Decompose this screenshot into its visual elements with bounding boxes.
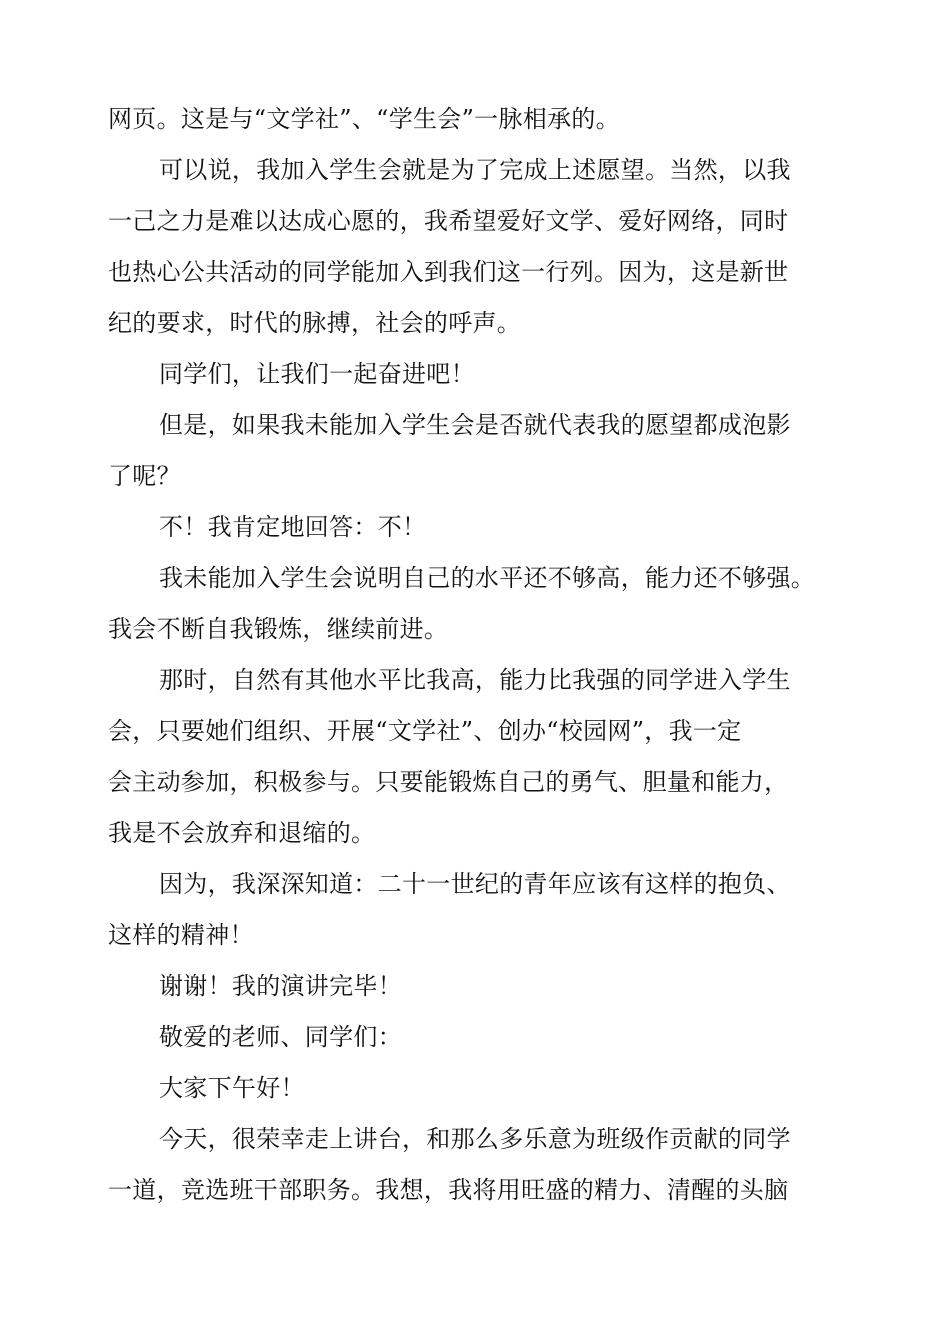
text-line: 谢谢！我的演讲完毕！ <box>159 972 402 1000</box>
text-line: 了呢？ <box>108 462 181 490</box>
text-line: 会，只要她们组织、开展“文学社”、创办“校园网”，我一定 <box>108 717 742 745</box>
text-line: 一己之力是难以达成心愿的，我希望爱好文学、爱好网络，同时 <box>108 207 789 235</box>
text-line: 但是，如果我未能加入学生会是否就代表我的愿望都成泡影 <box>159 411 791 439</box>
text-line: 网页。这是与“文学社”、“学生会”一脉相承的。 <box>108 105 620 133</box>
text-line: 因为，我深深知道：二十一世纪的青年应该有这样的抱负、 <box>159 870 791 898</box>
text-line: 我未能加入学生会说明自己的水平还不够高，能力还不够强。 <box>159 564 816 592</box>
text-line: 纪的要求，时代的脉搏，社会的呼声。 <box>108 309 522 337</box>
text-line: 今天，很荣幸走上讲台，和那么多乐意为班级作贡献的同学 <box>159 1125 791 1153</box>
text-line: 敬爱的老师、同学们： <box>159 1023 402 1051</box>
text-line: 那时，自然有其他水平比我高，能力比我强的同学进入学生 <box>159 666 791 694</box>
text-line: 大家下午好！ <box>159 1074 305 1102</box>
text-line: 一道，竞选班干部职务。我想，我将用旺盛的精力、清醒的头脑 <box>108 1176 789 1204</box>
text-line: 我是不会放弃和退缩的。 <box>108 819 376 847</box>
document-page <box>108 94 843 1216</box>
text-line: 会主动参加，积极参与。只要能锻炼自己的勇气、胆量和能力， <box>108 768 789 796</box>
text-line: 可以说，我加入学生会就是为了完成上述愿望。当然，以我 <box>159 156 791 184</box>
text-line: 这样的精神！ <box>108 921 254 949</box>
text-line: 我会不断自我锻炼，继续前进。 <box>108 615 449 643</box>
text-line: 同学们，让我们一起奋进吧！ <box>159 360 475 388</box>
text-line: 不！我肯定地回答：不！ <box>159 513 427 541</box>
text-line: 也热心公共活动的同学能加入到我们这一行列。因为，这是新世 <box>108 258 789 286</box>
